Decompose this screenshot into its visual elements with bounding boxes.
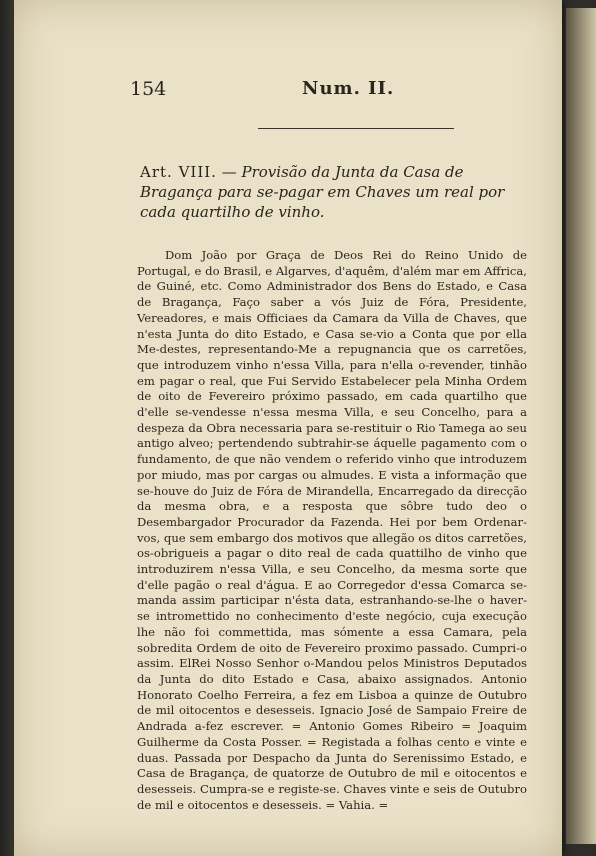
article-label: Art. VIII. (140, 163, 217, 181)
article-title (140, 162, 530, 222)
adjacent-page-edge (566, 8, 596, 844)
header-rule (258, 128, 454, 129)
article-title-text: — Provisão da Junta da Casa de Bragança para se-pagar em Chaves um real por cada quartilho de vinho. (140, 163, 505, 221)
article-body: Dom João por Graça de Deos Rei do Reino Unido de Portugal, e do Brasil, e Algarves, d'aquêm, d'além mar em Affrica, de Guiné, etc. Como Administrador dos Bens do Estado, e Casa de Bragança, Faço saber a vós Juiz de Fóra, Presidente, Vereadores, e mais Officiaes da Camara da Villa de Chaves, que n'esta Junta do dito Estado, e Casa se-vio a Conta que por ella Me-destes, representando-Me a repugnancia que os carretões, que introduzem vinho n'essa Villa, para n'ella o-revender, tinhão em pagar o real, que Fui Servido Estabelecer pela Minha Ordem de oito de Fevereiro próximo passado, em cada quartilho que d'elle se-vendesse n'essa mesma Villa, e seu Concelho, para a despeza da Obra necessaria para se-restituir o Rio Tamega ao seu antigo alveo; pertendendo subtrahir-se áquelle pagamento com o fundamento, de que não vendem o referido vinho que introduzem por miudo, mas por cargas ou almudes. E vista a informação que se-houve do Juiz de Fóra de Mirandella, Encarregado da direcção da mesma obra, e a resposta que sôbre tudo deo o Desembargador Procurador da Fazenda. Hei por bem Ordenar-vos, que sem embargo dos motivos que allegão os ditos carretões, os-obrigueis a pagar o dito real de cada quattilho de vinho que introduzirem n'essa Villa, e seu Concelho, da mesma sorte que d'elle pagão o real d'água. E ao Corregedor d'essa Comarca se-manda assim participar n'ésta data, estranhando-se-lhe o haver-se intromettido no conhecimento d'este negócio, cuja execução lhe não foi commettida, mas sómente a essa Camara, pela sobredita Ordem de oito de Fevereiro proximo passado. Cumpri-o assim. ElRei Nosso Senhor o-Mandou pelos Ministros Deputados da Junta do dito Estado e Casa, abaixo assignados. Antonio Honorato Coelho Ferreira, a fez em Lisboa a quinze de Outubro de mil oitocentos e desesseis. Ignacio José de Sampaio Freire de Andrada a-fez escrever. = Antonio Gomes Ribeiro = Joaquim Guilherme da Costa Posser. = Registada a folhas cento e vinte e duas. Passada por Despacho da Junta do Serenissimo Estado, e Casa de Bragança, de quatorze de Outubro de mil e oitocentos e desesseis. Cumpra-se e registe-se. Chaves vinte e seis de Outubro de mil e oitocentos e desesseis. = Vahia. = (137, 248, 527, 812)
issue-label: Num. II. (302, 78, 395, 99)
page-number: 154 (130, 78, 167, 100)
book-spine-edge (0, 0, 14, 856)
page-header (130, 78, 510, 108)
